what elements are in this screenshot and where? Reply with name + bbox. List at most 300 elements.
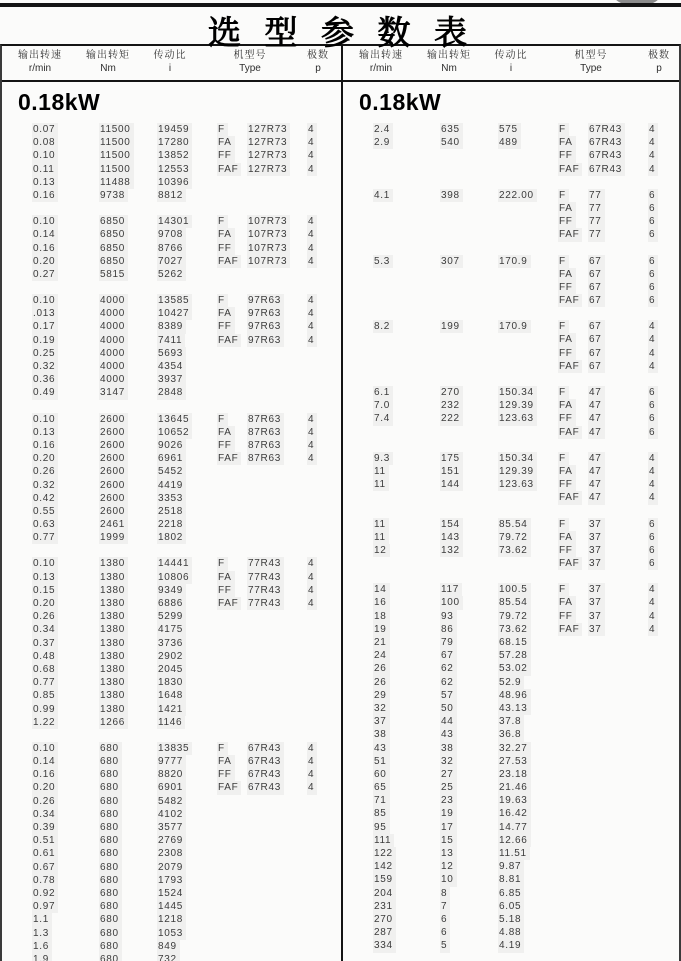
cell-ratio: 5693 xyxy=(157,347,217,360)
cell-torque: 4000 xyxy=(99,294,157,307)
cell-torque xyxy=(440,228,498,241)
table-row xyxy=(2,663,341,676)
cell-poles xyxy=(648,860,673,873)
cell-ratio: 1445 xyxy=(157,900,217,913)
cell-type-prefix xyxy=(217,505,247,518)
cell-speed: 270 xyxy=(373,913,440,926)
cell-poles: 6 xyxy=(648,228,673,241)
cell-speed: 0.13 xyxy=(32,176,99,189)
cell-type-prefix xyxy=(558,742,588,755)
cell-torque: 6850 xyxy=(99,215,157,228)
cell-type-model xyxy=(247,360,307,373)
cell-poles: 4 xyxy=(648,360,673,373)
table-row xyxy=(343,755,679,768)
cell-torque xyxy=(440,149,498,162)
cell-torque: 17 xyxy=(440,821,498,834)
cell-type-model xyxy=(247,663,307,676)
table-row xyxy=(2,518,341,531)
cell-speed: 0.78 xyxy=(32,874,99,887)
cell-ratio: 1793 xyxy=(157,874,217,887)
cell-speed: 0.07 xyxy=(32,123,99,136)
table-row xyxy=(2,439,341,452)
cell-torque: 680 xyxy=(99,887,157,900)
cell-type-prefix: F xyxy=(217,742,247,755)
cell-ratio: 170.9 xyxy=(498,320,558,333)
cell-ratio: 3937 xyxy=(157,373,217,386)
cell-speed: 0.10 xyxy=(32,215,99,228)
cell-ratio xyxy=(498,426,558,439)
cell-speed: 287 xyxy=(373,926,440,939)
table-row xyxy=(2,465,341,478)
table-row xyxy=(2,584,341,597)
table-row xyxy=(2,874,341,887)
cell-ratio: 2218 xyxy=(157,518,217,531)
table-row xyxy=(343,728,679,741)
cell-type-model xyxy=(588,755,648,768)
cell-torque: 222 xyxy=(440,412,498,425)
cell-poles xyxy=(307,531,332,544)
cell-poles: 4 xyxy=(307,781,332,794)
power-rating-heading: 0.18kW xyxy=(18,89,101,115)
cell-type-model xyxy=(588,834,648,847)
cell-torque: 1380 xyxy=(99,584,157,597)
cell-poles xyxy=(648,715,673,728)
table-row xyxy=(343,768,679,781)
cell-ratio: 2769 xyxy=(157,834,217,847)
cell-torque xyxy=(440,163,498,176)
table-row xyxy=(2,755,341,768)
table-row xyxy=(2,610,341,623)
cell-type-prefix xyxy=(217,268,247,281)
cell-poles: 4 xyxy=(307,439,332,452)
cell-ratio: 17280 xyxy=(157,136,217,149)
table-row xyxy=(343,386,679,399)
cell-speed: 0.37 xyxy=(32,637,99,650)
cell-type-prefix xyxy=(558,702,588,715)
column-header-output-torque: 输出转矩 Nm xyxy=(86,50,130,74)
cell-type-prefix xyxy=(217,874,247,887)
cell-ratio: 13585 xyxy=(157,294,217,307)
cell-poles xyxy=(648,913,673,926)
cell-speed: 2.9 xyxy=(373,136,440,149)
cell-poles: 4 xyxy=(307,755,332,768)
ratio-block xyxy=(343,518,679,571)
table-row xyxy=(2,900,341,913)
cell-poles xyxy=(307,360,332,373)
cell-type-prefix xyxy=(217,492,247,505)
cell-speed: 231 xyxy=(373,900,440,913)
cell-poles xyxy=(648,649,673,662)
cell-ratio: 1830 xyxy=(157,676,217,689)
cell-ratio xyxy=(498,360,558,373)
cell-poles xyxy=(307,861,332,874)
cell-type-prefix: F xyxy=(217,557,247,570)
cell-poles: 6 xyxy=(648,268,673,281)
cell-type-prefix: FF xyxy=(217,768,247,781)
cell-torque: 680 xyxy=(99,834,157,847)
cell-ratio: 150.34 xyxy=(498,452,558,465)
cell-torque: 4000 xyxy=(99,347,157,360)
cell-type-model: 77R43 xyxy=(247,557,307,570)
cell-type-prefix: FA xyxy=(558,268,588,281)
cell-type-prefix xyxy=(558,939,588,952)
table-row xyxy=(2,294,341,307)
cell-type-model xyxy=(247,373,307,386)
cell-ratio: 8.81 xyxy=(498,873,558,886)
cell-speed: 0.68 xyxy=(32,663,99,676)
cell-torque: 270 xyxy=(440,386,498,399)
cell-torque xyxy=(440,426,498,439)
column-header-model: 机型号 Type xyxy=(574,50,608,74)
cell-ratio: 123.63 xyxy=(498,478,558,491)
table-row xyxy=(2,215,341,228)
cell-ratio: 14441 xyxy=(157,557,217,570)
cell-poles: 4 xyxy=(307,307,332,320)
cell-torque: 19 xyxy=(440,807,498,820)
cell-type-prefix xyxy=(217,650,247,663)
cell-poles: 6 xyxy=(648,294,673,307)
cell-type-model xyxy=(247,650,307,663)
cell-type-prefix: FAF xyxy=(217,163,247,176)
column-header-poles: 极数 p xyxy=(648,50,670,74)
cell-type-model xyxy=(247,953,307,961)
cell-torque: 680 xyxy=(99,927,157,940)
cell-type-prefix: F xyxy=(558,518,588,531)
cell-speed: 0.10 xyxy=(32,742,99,755)
cell-torque: 680 xyxy=(99,795,157,808)
cell-speed: 16 xyxy=(373,596,440,609)
cell-torque: 67 xyxy=(440,649,498,662)
cell-ratio: 9026 xyxy=(157,439,217,452)
cell-ratio: 575 xyxy=(498,123,558,136)
cell-type-prefix: FA xyxy=(217,307,247,320)
cell-poles: 4 xyxy=(307,557,332,570)
cell-poles xyxy=(648,768,673,781)
cell-speed: 38 xyxy=(373,728,440,741)
cell-speed: 18 xyxy=(373,610,440,623)
cell-type-model: 67R43 xyxy=(588,136,648,149)
cell-type-model: 127R73 xyxy=(247,163,307,176)
cell-type-prefix xyxy=(217,861,247,874)
cell-poles: 6 xyxy=(648,386,673,399)
ratio-block xyxy=(2,294,341,400)
cell-poles xyxy=(307,847,332,860)
table-row xyxy=(2,479,341,492)
right-column xyxy=(343,82,679,961)
cell-torque: 62 xyxy=(440,662,498,675)
cell-type-model xyxy=(247,847,307,860)
cell-ratio: 1421 xyxy=(157,703,217,716)
cell-torque: 43 xyxy=(440,728,498,741)
cell-type-model xyxy=(588,847,648,860)
cell-ratio xyxy=(498,294,558,307)
table-row xyxy=(343,900,679,913)
table-row xyxy=(343,255,679,268)
cell-type-prefix xyxy=(217,887,247,900)
cell-ratio: 52.9 xyxy=(498,676,558,689)
cell-speed: 0.20 xyxy=(32,597,99,610)
cell-torque: 11500 xyxy=(99,149,157,162)
column-header-ratio: 传动比 i xyxy=(494,50,528,74)
cell-ratio: 6901 xyxy=(157,781,217,794)
cell-type-prefix: FF xyxy=(558,544,588,557)
cell-type-prefix: F xyxy=(558,255,588,268)
cell-type-model: 77 xyxy=(588,215,648,228)
cell-speed: 4.1 xyxy=(373,189,440,202)
cell-torque: 1380 xyxy=(99,571,157,584)
cell-ratio: 150.34 xyxy=(498,386,558,399)
cell-poles xyxy=(307,940,332,953)
cell-speed: 0.77 xyxy=(32,531,99,544)
cell-speed xyxy=(373,491,440,504)
cell-ratio xyxy=(498,202,558,215)
cell-poles xyxy=(307,953,332,961)
cell-torque: 680 xyxy=(99,940,157,953)
cell-type-prefix xyxy=(558,887,588,900)
cell-ratio: 19.63 xyxy=(498,794,558,807)
table-row xyxy=(343,583,679,596)
cell-type-model xyxy=(247,689,307,702)
cell-poles xyxy=(307,703,332,716)
table-row xyxy=(2,149,341,162)
cell-torque: 1380 xyxy=(99,650,157,663)
cell-type-prefix xyxy=(217,834,247,847)
cell-ratio: 9.87 xyxy=(498,860,558,873)
left-column xyxy=(2,82,343,961)
cell-torque: 44 xyxy=(440,715,498,728)
cell-poles: 6 xyxy=(648,412,673,425)
page-title: 选 型 参 数 表 xyxy=(208,13,473,52)
table-row xyxy=(343,794,679,807)
cell-torque: 1380 xyxy=(99,676,157,689)
table-row xyxy=(343,873,679,886)
cell-ratio: 6886 xyxy=(157,597,217,610)
table-row xyxy=(2,307,341,320)
cell-poles xyxy=(648,900,673,913)
cell-speed: 0.97 xyxy=(32,900,99,913)
table-row xyxy=(343,465,679,478)
cell-type-model: 37 xyxy=(588,518,648,531)
cell-ratio: 73.62 xyxy=(498,623,558,636)
cell-type-model xyxy=(588,860,648,873)
cell-type-prefix xyxy=(217,623,247,636)
table-row xyxy=(343,847,679,860)
cell-torque: 11500 xyxy=(99,163,157,176)
cell-type-model: 37 xyxy=(588,544,648,557)
cell-poles xyxy=(307,650,332,663)
cell-torque: 680 xyxy=(99,900,157,913)
cell-ratio: 13835 xyxy=(157,742,217,755)
table-row xyxy=(2,808,341,821)
cell-type-prefix: FAF xyxy=(217,781,247,794)
table-row xyxy=(343,491,679,504)
cell-speed xyxy=(373,360,440,373)
cell-poles xyxy=(307,900,332,913)
cell-type-prefix: FA xyxy=(558,202,588,215)
table-row xyxy=(343,636,679,649)
cell-torque xyxy=(440,557,498,570)
cell-ratio: 2848 xyxy=(157,386,217,399)
table-row xyxy=(2,887,341,900)
cell-type-model: 37 xyxy=(588,610,648,623)
cell-type-model xyxy=(588,821,648,834)
cell-torque: 680 xyxy=(99,913,157,926)
table-row xyxy=(343,939,679,952)
table-row xyxy=(343,347,679,360)
cell-type-prefix: F xyxy=(558,320,588,333)
cell-ratio: 4.19 xyxy=(498,939,558,952)
column-header-model: 机型号 Type xyxy=(233,50,267,74)
ratio-block xyxy=(343,123,679,176)
cell-type-model xyxy=(588,873,648,886)
cell-ratio: 1053 xyxy=(157,927,217,940)
cell-ratio: 23.18 xyxy=(498,768,558,781)
table-row xyxy=(2,703,341,716)
cell-type-prefix xyxy=(217,913,247,926)
ratio-block xyxy=(2,123,341,202)
cell-speed xyxy=(373,149,440,162)
cell-type-model xyxy=(588,887,648,900)
cell-torque: 2600 xyxy=(99,439,157,452)
cell-type-prefix xyxy=(217,927,247,940)
table-row xyxy=(2,347,341,360)
cell-torque: 1380 xyxy=(99,597,157,610)
cell-speed: 37 xyxy=(373,715,440,728)
cell-torque: 13 xyxy=(440,847,498,860)
cell-type-prefix: FAF xyxy=(558,228,588,241)
cell-type-model: 97R63 xyxy=(247,307,307,320)
cell-ratio: 68.15 xyxy=(498,636,558,649)
cell-type-prefix xyxy=(558,847,588,860)
cell-ratio: 100.5 xyxy=(498,583,558,596)
cell-type-prefix xyxy=(217,347,247,360)
cell-poles: 4 xyxy=(307,215,332,228)
cell-poles xyxy=(307,373,332,386)
cell-type-prefix xyxy=(558,755,588,768)
cell-ratio xyxy=(498,268,558,281)
table-row xyxy=(2,847,341,860)
table-row xyxy=(343,281,679,294)
cell-ratio: 222.00 xyxy=(498,189,558,202)
cell-poles xyxy=(307,492,332,505)
cell-type-model: 77R43 xyxy=(247,584,307,597)
cell-poles xyxy=(648,873,673,886)
cell-torque: 2600 xyxy=(99,452,157,465)
cell-ratio: 2518 xyxy=(157,505,217,518)
cell-type-prefix: F xyxy=(217,215,247,228)
cell-type-prefix xyxy=(217,373,247,386)
cell-type-prefix xyxy=(217,847,247,860)
cell-poles xyxy=(648,807,673,820)
table-row xyxy=(2,821,341,834)
cell-ratio: 5299 xyxy=(157,610,217,623)
cell-torque: 2461 xyxy=(99,518,157,531)
cell-poles xyxy=(307,518,332,531)
table-row xyxy=(2,781,341,794)
cell-speed: 0.55 xyxy=(32,505,99,518)
cell-torque xyxy=(440,347,498,360)
table-row xyxy=(2,189,341,202)
cell-type-prefix xyxy=(558,913,588,926)
table-row xyxy=(343,860,679,873)
cell-type-model xyxy=(247,623,307,636)
cell-poles xyxy=(307,795,332,808)
table-row xyxy=(343,544,679,557)
cell-poles xyxy=(648,742,673,755)
cell-type-prefix: FAF xyxy=(217,597,247,610)
cell-type-model: 77 xyxy=(588,189,648,202)
cell-speed: 9.3 xyxy=(373,452,440,465)
cell-poles: 6 xyxy=(648,399,673,412)
table-row xyxy=(343,702,679,715)
cell-type-prefix: FF xyxy=(558,478,588,491)
cell-torque: 1380 xyxy=(99,663,157,676)
cell-speed: 0.16 xyxy=(32,242,99,255)
cell-type-model xyxy=(247,492,307,505)
cell-speed: 0.34 xyxy=(32,808,99,821)
cell-speed: 0.14 xyxy=(32,755,99,768)
table-row xyxy=(2,136,341,149)
cell-poles xyxy=(307,386,332,399)
table-row xyxy=(343,320,679,333)
cell-torque xyxy=(440,215,498,228)
cell-speed: 0.16 xyxy=(32,768,99,781)
cell-poles: 4 xyxy=(648,452,673,465)
cell-torque: 9738 xyxy=(99,189,157,202)
cell-type-prefix xyxy=(558,834,588,847)
cell-speed: 0.25 xyxy=(32,347,99,360)
cell-type-model xyxy=(247,913,307,926)
table-row xyxy=(2,623,341,636)
cell-type-prefix xyxy=(217,821,247,834)
cell-ratio: 1802 xyxy=(157,531,217,544)
cell-ratio: 489 xyxy=(498,136,558,149)
cell-speed: 21 xyxy=(373,636,440,649)
cell-speed: 0.13 xyxy=(32,571,99,584)
cell-type-model xyxy=(247,505,307,518)
cell-type-model xyxy=(588,676,648,689)
cell-type-prefix xyxy=(558,689,588,702)
cell-type-prefix: FAF xyxy=(217,452,247,465)
cell-type-model xyxy=(247,703,307,716)
cell-ratio xyxy=(498,215,558,228)
cell-torque: 57 xyxy=(440,689,498,702)
cell-ratio: 32.27 xyxy=(498,742,558,755)
cell-torque: 1380 xyxy=(99,623,157,636)
cell-ratio: 14.77 xyxy=(498,821,558,834)
cell-speed: 334 xyxy=(373,939,440,952)
table-row xyxy=(343,821,679,834)
cell-speed: 26 xyxy=(373,662,440,675)
cell-ratio: 9777 xyxy=(157,755,217,768)
cell-type-model: 37 xyxy=(588,596,648,609)
cell-type-prefix xyxy=(558,768,588,781)
cell-torque: 2600 xyxy=(99,492,157,505)
cell-torque xyxy=(440,294,498,307)
cell-speed: 0.42 xyxy=(32,492,99,505)
table-row xyxy=(2,940,341,953)
table-row xyxy=(2,637,341,650)
cell-speed: 0.14 xyxy=(32,228,99,241)
cell-torque: 1380 xyxy=(99,689,157,702)
cell-torque: 680 xyxy=(99,768,157,781)
cell-ratio xyxy=(498,149,558,162)
cell-poles: 6 xyxy=(648,426,673,439)
cell-type-model xyxy=(247,531,307,544)
cell-speed: 60 xyxy=(373,768,440,781)
table-row xyxy=(343,189,679,202)
cell-ratio: 3577 xyxy=(157,821,217,834)
